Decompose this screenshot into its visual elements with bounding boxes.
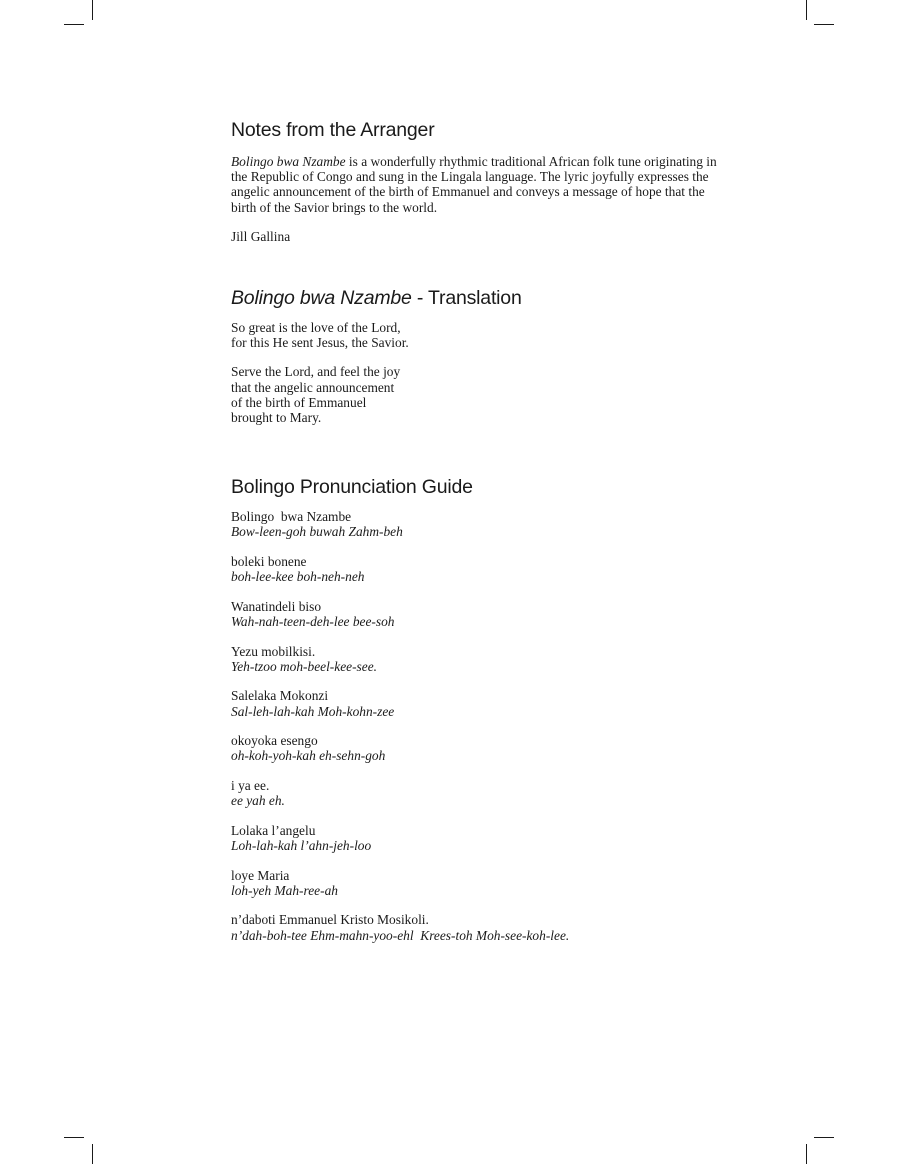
pronunciation-entry [231,554,751,584]
translation-line: brought to Mary. [231,410,322,426]
lyric-line: Yezu mobilkisi. [231,643,316,659]
lyric-line: Lolaka l’angelu [231,822,316,838]
pronunciation-line: oh-koh-yoh-kah eh-sehn-goh [231,748,386,764]
crop-mark-bottom-left-horizontal [64,1137,84,1138]
lyric-line: i ya ee. [231,778,270,794]
crop-mark-bottom-left-vertical [92,1144,93,1164]
translation-title [231,286,751,310]
pronunciation-entry [231,912,751,942]
pronunciation-entry [231,644,751,674]
crop-mark-top-left-vertical [92,0,93,20]
pronunciation-entry [231,778,751,808]
lyric-line: Salelaka Mokonzi [231,688,329,704]
lyric-line: boleki bonene [231,554,307,570]
pronunciation-line: Wah-nah-teen-deh-lee bee-soh [231,614,395,630]
pronunciation-line: Sal-leh-lah-kah Moh-kohn-zee [231,703,395,719]
translation-stanza [231,320,751,350]
page-content [231,118,751,957]
pronunciation-guide-title: Bolingo Pronunciation Guide [231,476,473,499]
arranger-notes-title: Notes from the Arranger [231,119,435,141]
crop-mark-bottom-right-horizontal [814,1137,834,1138]
translation-line: that the angelic announcement [231,379,395,395]
pronunciation-guide-section [231,475,751,943]
pronunciation-line: ee yah eh. [231,793,285,809]
pronunciation-entry [231,509,751,539]
lyric-line: Bolingo bwa Nzambe [231,509,352,525]
pronunciation-line: Loh-lah-kah l’ahn-jeh-loo [231,838,372,854]
translation-title-song: Bolingo bwa Nzambe [231,287,412,310]
arranger-notes-body [231,154,731,215]
translation-line: So great is the love of the Lord, [231,320,401,336]
pronunciation-entry [231,823,751,853]
pronunciation-entry [231,868,751,898]
crop-mark-top-right-vertical [806,0,807,20]
lyric-line: okoyoka esengo [231,733,318,749]
pronunciation-entry [231,733,751,763]
pronunciation-line: loh-yeh Mah-ree-ah [231,882,338,898]
translation-section [231,286,751,425]
pronunciation-entry [231,599,751,629]
arranger-signature: Jill Gallina [231,228,291,244]
lyric-line: loye Maria [231,867,290,883]
translation-line: of the birth of Emmanuel [231,394,367,410]
translation-line: for this He sent Jesus, the Savior. [231,335,409,351]
arranger-notes-text: is a wonderfully rhythmic traditional African folk tune originating in the Republic of Congo and sung in the Lingala language. The lyric joyfully expresses the angelic announcement of the birth of Emmanuel and conveys a message of hope that the birth of the Savior brings to the world. [231,154,717,215]
pronunciation-line: n’dah-boh-tee Ehm-mahn-yoo-ehl Krees-toh Moh-see-koh-lee. [231,927,570,943]
arranger-notes-section [231,118,751,244]
crop-mark-bottom-right-vertical [806,1144,807,1164]
translation-stanza [231,364,751,425]
lyric-line: Wanatindeli biso [231,598,322,614]
pronunciation-line: Bow-leen-goh buwah Zahm-beh [231,524,403,540]
crop-mark-top-right-horizontal [814,24,834,25]
lyric-line: n’daboti Emmanuel Kristo Mosikoli. [231,912,429,928]
translation-title-label: - Translation [411,287,522,310]
song-title-italic: Bolingo bwa Nzambe [231,154,346,169]
translation-line: Serve the Lord, and feel the joy [231,364,401,380]
pronunciation-line: boh-lee-kee boh-neh-neh [231,569,365,585]
pronunciation-line: Yeh-tzoo moh-beel-kee-see. [231,658,378,674]
pronunciation-entry [231,688,751,718]
crop-mark-top-left-horizontal [64,24,84,25]
